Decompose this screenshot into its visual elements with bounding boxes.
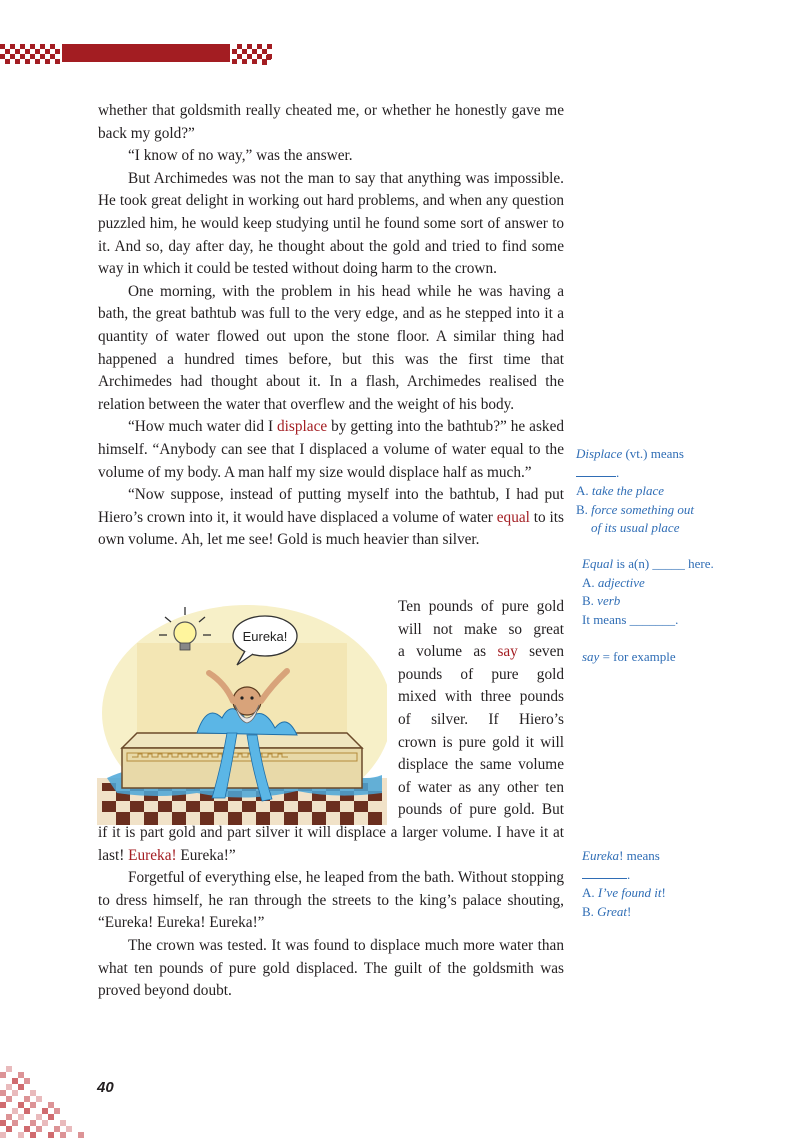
note-displace-pos: (vt.) <box>625 446 648 461</box>
paragraph-5-text-b: by getting into the bathtub?” he asked himself. “Anybody can see that I displaced a volume of water equal to the volume of my body. A man half my size would displace half as much.” <box>98 418 565 481</box>
footer-pixel <box>30 1090 36 1096</box>
footer-pixel <box>24 1108 30 1114</box>
footer-pixel <box>24 1078 30 1084</box>
paragraph-1: whether that goldsmith really cheated me, or whether he honestly gave me back my gold?” <box>98 102 564 142</box>
note-eureka-word: Eureka <box>582 848 620 863</box>
header-pixel <box>232 59 237 64</box>
float-line-3 <box>398 641 564 664</box>
header-pixel <box>15 59 20 64</box>
note-say <box>582 648 742 667</box>
footer-pixel <box>6 1114 12 1120</box>
float-line-6: of silver. If Hiero’s <box>398 710 564 728</box>
option-b-text-cont: of its usual place <box>591 520 680 535</box>
option-a-label: A. <box>576 483 589 498</box>
note-equal-option-b <box>582 592 742 611</box>
paragraph-8: Forgetful of everything else, he leaped from the bath. Without stopping to dress himself, he ran through the streets to the king’s palace shouting, “Eureka! Eureka! Eureka!” <box>98 869 564 932</box>
note-equal-option-a <box>582 574 742 593</box>
float-line-10: pounds of pure gold. But <box>398 801 564 819</box>
header-pixel <box>5 59 10 64</box>
footer-pixel <box>36 1096 42 1102</box>
header-pixel <box>267 44 272 49</box>
footer-pixel <box>18 1084 24 1090</box>
footer-pixel <box>66 1126 72 1132</box>
header-pixel <box>55 59 60 64</box>
note-displace-option-a <box>576 482 736 501</box>
note-eureka-option-a <box>582 884 742 903</box>
note-displace-means: means <box>650 446 684 461</box>
paragraph-7 <box>98 822 564 867</box>
note-eureka-blank-line: . <box>582 866 742 885</box>
footer-pixel <box>0 1072 6 1078</box>
note-displace-option-b <box>576 501 736 520</box>
paragraph-9: The crown was tested. It was found to displace much more water than what ten pounds of pure gold displaced. The guilt of the goldsmith was proved beyond doubt. <box>98 936 564 1000</box>
footer-pixel <box>0 1132 6 1138</box>
header-pixel <box>45 59 50 64</box>
paragraph-2: “I know of no way,” was the answer. <box>128 147 353 165</box>
option-a-text: I’ve found it <box>597 885 662 900</box>
paragraph-5 <box>98 416 564 484</box>
paragraph-6-text-a: “Now suppose, instead of putting myself into the bathtub, I had put Hiero’s crown into it, it would have displaced a volume of water <box>98 486 564 526</box>
header-pixel <box>252 59 257 64</box>
option-b-text: Great <box>597 903 628 919</box>
header-pixel <box>262 60 267 65</box>
note-equal <box>582 555 742 629</box>
float-say-post: seven <box>517 643 565 661</box>
footer-pixel <box>0 1120 6 1126</box>
option-a-label: A. <box>582 574 595 590</box>
header-pixel <box>266 55 271 60</box>
footer-pixel <box>48 1132 54 1138</box>
note-displace-line-1 <box>576 445 736 464</box>
note-say-rest: = for example <box>602 649 676 664</box>
footer-pixel <box>60 1120 66 1126</box>
footer-pixel <box>54 1126 60 1132</box>
footer-pixel <box>36 1114 42 1120</box>
note-displace-word: Displace <box>576 446 623 461</box>
archimedes-bath-illustration <box>97 603 387 825</box>
note-eureka-option-b <box>582 903 742 922</box>
footer-pixel <box>18 1072 24 1078</box>
main-text-column <box>98 100 564 552</box>
note-eureka-line-1 <box>582 847 742 866</box>
highlight-eureka: Eureka! <box>128 846 177 864</box>
footer-pixel <box>48 1102 54 1108</box>
note-displace-blank-line: . <box>576 464 736 483</box>
note-eureka <box>582 847 742 921</box>
footer-pixel <box>18 1102 24 1108</box>
option-b-label: B. <box>582 903 594 919</box>
option-a-text: adjective <box>597 574 645 590</box>
float-line-7: crown is pure gold it will <box>398 733 564 751</box>
note-equal-rest: is a(n) _____ here. <box>616 556 714 571</box>
option-a-tail: ! <box>661 885 666 900</box>
paragraph-6 <box>98 484 564 552</box>
footer-pixel <box>36 1126 42 1132</box>
float-line-2: will not make so great <box>398 620 564 638</box>
footer-pixel <box>6 1066 12 1072</box>
header-pixel <box>25 59 30 64</box>
float-say-pre: a volume as <box>398 643 498 661</box>
footer-pixel <box>0 1102 6 1108</box>
option-a-label: A. <box>582 885 595 900</box>
header-bar <box>62 44 230 62</box>
paragraph-6-text-b: to its own volume. Ah, let me see! Gold is much heavier than silver. <box>98 508 565 549</box>
footer-pixel <box>12 1090 18 1096</box>
option-b-text: force something out <box>591 501 694 517</box>
note-equal-means: It means _______. <box>582 611 679 627</box>
footer-pixel <box>12 1120 18 1126</box>
footer-pixel <box>42 1108 48 1114</box>
header-pixel <box>242 59 247 64</box>
footer-pixel <box>24 1126 30 1132</box>
note-equal-word: Equal <box>582 556 614 571</box>
footer-pixel <box>18 1132 24 1138</box>
highlight-equal: equal <box>496 508 530 526</box>
footer-pixel <box>12 1108 18 1114</box>
page-number: 40 <box>97 1079 114 1096</box>
footer-pixel <box>6 1084 12 1090</box>
footer-pixel <box>18 1114 24 1120</box>
header-pixel <box>35 59 40 64</box>
highlight-say: say <box>497 643 518 661</box>
footer-pixel <box>48 1114 54 1120</box>
footer-pixel <box>30 1120 36 1126</box>
note-displace-option-b-cont <box>576 519 736 538</box>
note-equal-line-1 <box>582 555 742 574</box>
option-b-label: B. <box>582 593 594 608</box>
paragraph-7-text-b: Eureka!” <box>176 846 236 864</box>
footer-pixel <box>6 1126 12 1132</box>
note-eureka-rest: ! means <box>619 848 660 863</box>
answer-blank <box>576 464 616 477</box>
header-pixel <box>55 49 60 54</box>
float-line-4: pounds of pure gold <box>398 665 564 683</box>
option-b-tail: ! <box>627 903 632 919</box>
float-line-5: mixed with three pounds <box>398 688 564 706</box>
note-say-word: say <box>582 649 600 664</box>
answer-blank <box>582 866 627 879</box>
footer-pixel <box>42 1120 48 1126</box>
footer-pixel <box>6 1096 12 1102</box>
option-b-label: B. <box>576 501 588 517</box>
footer-pixel <box>54 1108 60 1114</box>
footer-pixel <box>30 1132 36 1138</box>
footer-pixel <box>78 1132 84 1138</box>
note-displace <box>576 445 736 538</box>
float-line-1: Ten pounds of pure gold <box>398 598 564 615</box>
text-after-figure <box>98 822 564 1003</box>
option-a-text: take the place <box>591 483 665 498</box>
bathtub <box>122 733 362 788</box>
paragraph-4: One morning, with the problem in his head while he was having a bath, the great bathtub was full to the very edge, and as he stepped into it a quantity of water flowed out upon the stone floor. A similar thing had happened a hundred times before, but this was the first time that Archimedes had thought about it. In a flash, Archimedes realised the relation between the water that overflew and the weight of his body. <box>98 282 564 413</box>
highlight-displace: displace <box>277 418 328 436</box>
float-line-9: of water as any other ten <box>398 778 564 796</box>
footer-pixel <box>60 1132 66 1138</box>
paragraph-5-text-a: “How much water did I <box>128 418 278 436</box>
footer-pixel <box>0 1090 6 1096</box>
text-beside-figure <box>398 596 564 822</box>
option-b-text: verb <box>597 593 621 608</box>
paragraph-7-text-a: if it is part gold and part silver it will displace a larger volume. I have it at last! <box>98 824 564 864</box>
footer-pixel <box>24 1096 30 1102</box>
float-line-8: displace the same volume <box>398 756 564 774</box>
footer-pixel <box>12 1078 18 1084</box>
footer-pixel <box>30 1102 36 1108</box>
bubble-text: Eureka! <box>242 629 288 644</box>
paragraph-3: But Archimedes was not the man to say that anything was impossible. He took great delight in working out hard problems, and when any question puzzled him, he would keep studying until he found some sort of answer to it. And so, day after day, he thought about the gold and tried to find some way in which it could be tested without doing harm to the crown. <box>98 169 564 278</box>
